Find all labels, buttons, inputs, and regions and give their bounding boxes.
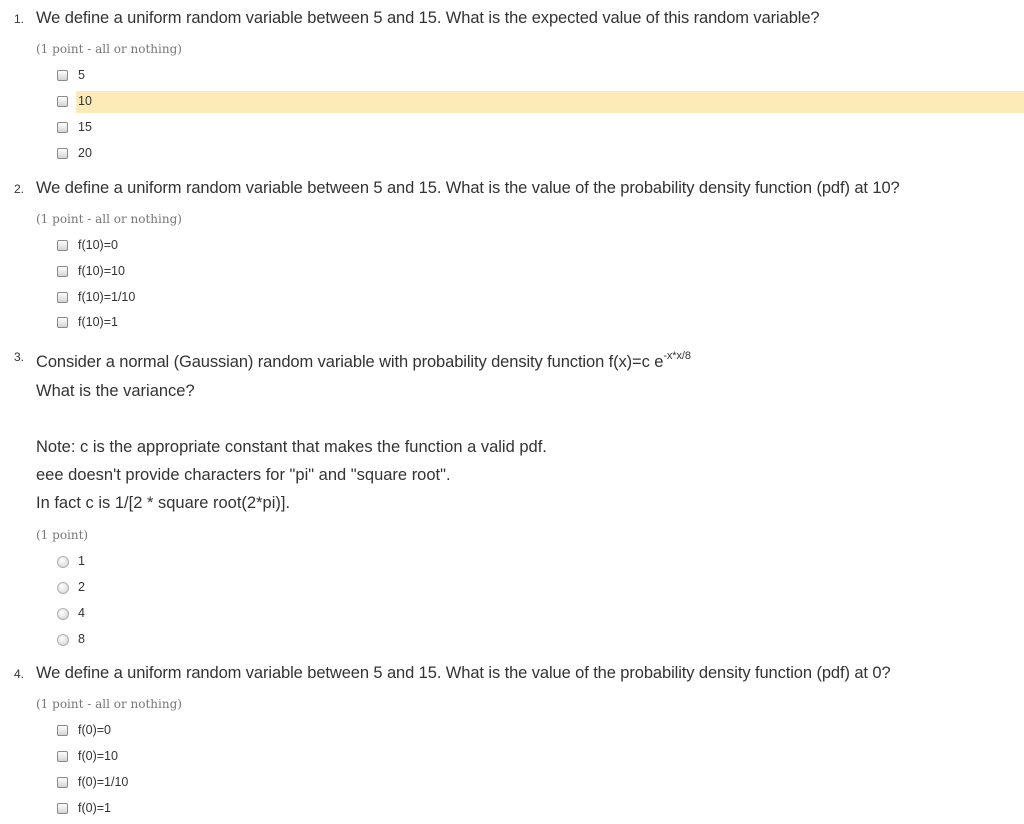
checkbox[interactable]: [57, 751, 68, 762]
question-text: We define a uniform random variable between 5 and 15. What is the value of the probability density function (pdf) at 10?: [36, 179, 900, 197]
question-number: 1.: [14, 12, 25, 26]
points-label: (1 point): [36, 528, 89, 542]
answer-option[interactable]: [56, 261, 1024, 283]
radio-button[interactable]: [57, 556, 69, 568]
question-text: We define a uniform random variable between 5 and 15. What is the expected value of this random variable?: [36, 9, 820, 27]
option-label: f(10)=10: [78, 264, 125, 278]
checkbox[interactable]: [57, 266, 68, 277]
radio-button[interactable]: [57, 608, 69, 620]
option-label: 8: [78, 632, 85, 646]
radio-button[interactable]: [57, 582, 69, 594]
checkbox[interactable]: [57, 317, 68, 328]
answer-option[interactable]: [56, 772, 1024, 794]
checkbox[interactable]: [57, 122, 68, 133]
question-text: We define a uniform random variable between 5 and 15. What is the value of the probability density function (pdf) at 0?: [36, 664, 891, 682]
answer-option[interactable]: [56, 117, 1024, 139]
answer-option[interactable]: [56, 603, 1024, 625]
answer-option[interactable]: [56, 746, 1024, 768]
question-text-main: Consider a normal (Gaussian) random variable with probability density function f(x)=c e: [36, 353, 664, 371]
option-label: 5: [78, 68, 85, 82]
answer-option[interactable]: [56, 720, 1024, 742]
option-label: 10: [78, 94, 92, 108]
checkbox[interactable]: [57, 148, 68, 159]
option-label: 15: [78, 120, 92, 134]
answer-option[interactable]: [56, 312, 1024, 334]
answer-option[interactable]: [56, 235, 1024, 257]
question-line: In fact c is 1/[2 * square root(2*pi)].: [36, 494, 291, 512]
highlight-background: [76, 91, 1024, 113]
option-label: f(0)=10: [78, 749, 118, 763]
option-label: f(10)=0: [78, 238, 118, 252]
exponent: -x*x/8: [663, 350, 691, 362]
option-label: f(10)=1: [78, 315, 118, 329]
option-label: f(0)=1: [78, 801, 112, 815]
checkbox[interactable]: [57, 725, 68, 736]
points-label: (1 point - all or nothing): [36, 42, 182, 56]
checkbox[interactable]: [57, 777, 68, 788]
points-label: (1 point - all or nothing): [36, 697, 182, 711]
points-label: (1 point - all or nothing): [36, 212, 182, 226]
question-number: 4.: [14, 667, 25, 681]
question-number: 3.: [14, 350, 25, 364]
answer-option[interactable]: [56, 577, 1024, 599]
question-line: What is the variance?: [36, 382, 195, 400]
answer-option[interactable]: [56, 798, 1024, 820]
checkbox[interactable]: [57, 292, 68, 303]
option-label: f(0)=0: [78, 723, 112, 737]
option-label: 2: [78, 580, 85, 594]
answer-option-highlighted[interactable]: [56, 91, 1024, 113]
answer-option[interactable]: [56, 551, 1024, 573]
answer-option[interactable]: [56, 143, 1024, 165]
question-line: Note: c is the appropriate constant that makes the function a valid pdf.: [36, 438, 547, 456]
checkbox[interactable]: [57, 70, 68, 81]
radio-button[interactable]: [57, 634, 69, 646]
option-label: 20: [78, 146, 92, 160]
option-label: f(0)=1/10: [78, 775, 129, 789]
checkbox[interactable]: [57, 803, 68, 814]
checkbox[interactable]: [57, 96, 68, 107]
answer-option[interactable]: [56, 65, 1024, 87]
answer-option[interactable]: [56, 629, 1024, 651]
checkbox[interactable]: [57, 240, 68, 251]
option-label: 1: [78, 554, 85, 568]
answer-option[interactable]: [56, 287, 1024, 309]
option-label: 4: [78, 606, 85, 620]
question-line: eee doesn't provide characters for "pi" and "square root".: [36, 466, 451, 484]
question-number: 2.: [14, 182, 25, 196]
question-text: [36, 350, 691, 372]
option-label: f(10)=1/10: [78, 290, 136, 304]
